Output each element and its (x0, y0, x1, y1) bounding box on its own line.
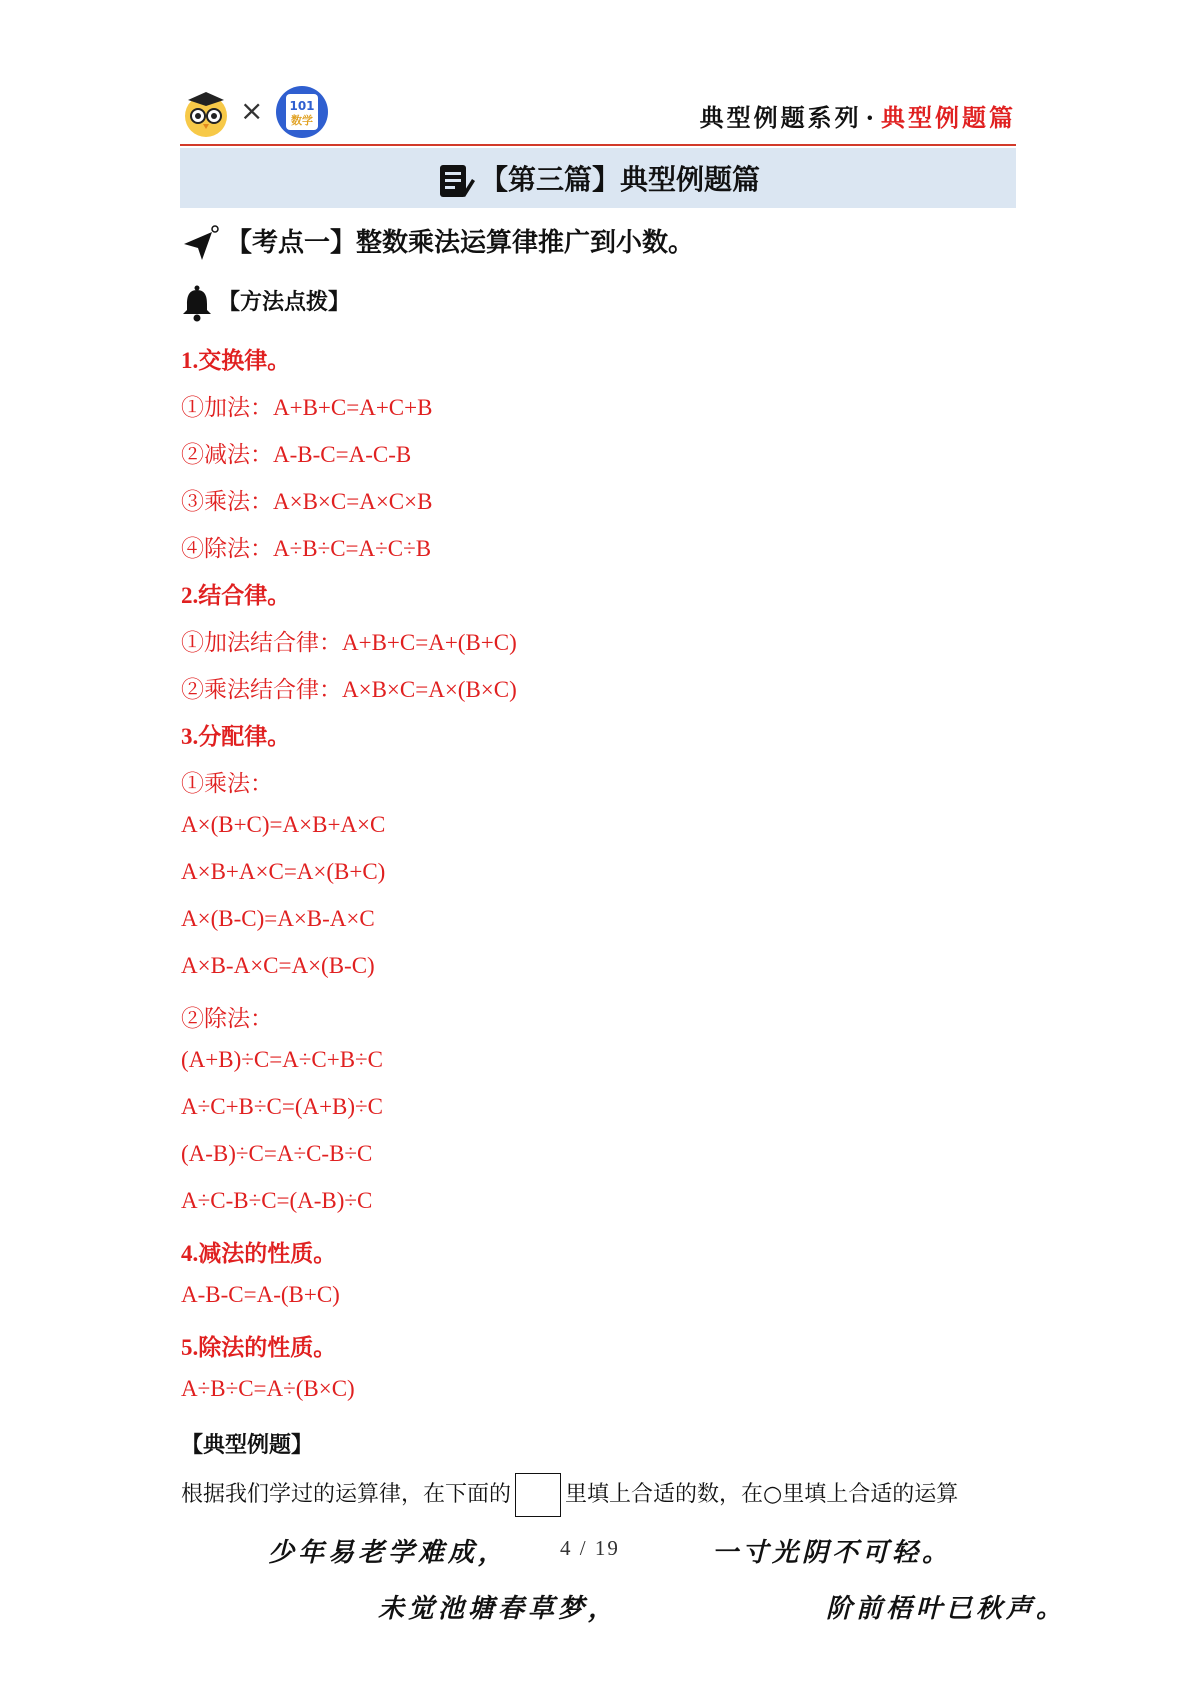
location-arrow-icon (180, 224, 220, 264)
method-line: A×B-A×C=A×(B-C) (181, 953, 375, 978)
method-line: A-B-C=A-(B+C) (181, 1282, 340, 1307)
method-line: 5.除法的性质。 (181, 1335, 337, 1360)
poem-line-2: 一寸光阴不可轻。 (712, 1538, 953, 1568)
point-heading (180, 222, 694, 264)
method-line: ①乘法： (181, 771, 273, 796)
header-divider (180, 144, 1016, 146)
banner-title: 【第三篇】典型例题篇 (479, 163, 760, 196)
method-line: (A-B)÷C=A÷C-B÷C (181, 1141, 373, 1166)
method-line: A÷C-B÷C=(A-B)÷C (181, 1188, 373, 1213)
method-line: ④除法：A÷B÷C=A÷C÷B (181, 536, 432, 561)
series-title-left: 典型例题系列 (699, 103, 862, 132)
series-title (700, 98, 1016, 133)
owl-logo-icon (180, 86, 232, 138)
method-line: A×(B-C)=A×B-A×C (181, 906, 375, 931)
page-number: 4 / 19 (560, 1536, 620, 1560)
method-line: A÷C+B÷C=(A+B)÷C (181, 1094, 384, 1119)
example-text-after: 里填上合适的数，在○里填上合适的运算 (565, 1482, 959, 1507)
times-symbol: × (240, 94, 264, 127)
example-heading: 【典型例题】 (181, 1433, 314, 1458)
method-line: (A+B)÷C=A÷C+B÷C (181, 1047, 384, 1072)
point-title: 【考点一】整数乘法运算律推广到小数。 (226, 228, 695, 258)
method-line: ②乘法结合律：A×B×C=A×(B×C) (181, 677, 517, 702)
example-question (181, 1473, 958, 1517)
method-line: ②减法：A-B-C=A-C-B (181, 442, 412, 467)
method-line: ③乘法：A×B×C=A×C×B (181, 489, 433, 514)
method-line: ①加法：A+B+C=A+C+B (181, 395, 433, 420)
poem-line-3: 未觉池塘春草梦， (378, 1594, 619, 1624)
method-line: 3.分配律。 (181, 724, 291, 749)
bell-icon (180, 284, 214, 322)
answer-blank-box[interactable] (515, 1473, 561, 1517)
method-line: A×(B+C)=A×B+A×C (181, 812, 386, 837)
example-text-before: 根据我们学过的运算律，在下面的 (181, 1482, 512, 1507)
method-heading (180, 284, 350, 322)
method-line: 4.减法的性质。 (181, 1241, 337, 1266)
series-title-dot: · (865, 103, 877, 132)
method-line: A×B+A×C=A×(B+C) (181, 859, 386, 884)
method-title: 【方法点拨】 (218, 290, 351, 315)
notepad-pen-icon (436, 161, 476, 201)
section-banner (180, 148, 1016, 208)
method-line: ①加法结合律：A+B+C=A+(B+C) (181, 630, 517, 655)
method-line: 2.结合律。 (181, 583, 291, 608)
method-line: A÷B÷C=A÷(B×C) (181, 1376, 355, 1401)
page-header (180, 82, 1016, 142)
series-title-right: 典型例题篇 (881, 103, 1016, 132)
method-line: ②除法： (181, 1006, 273, 1031)
poem-line-1: 少年易老学难成， (268, 1538, 509, 1568)
logo-101-number: 101 (289, 99, 315, 113)
logo-101-word: 数学 (291, 114, 313, 127)
method-line: 1.交换律。 (181, 348, 291, 373)
math-101-logo-icon (274, 84, 330, 140)
poem-line-4: 阶前梧叶已秋声。 (826, 1594, 1067, 1624)
